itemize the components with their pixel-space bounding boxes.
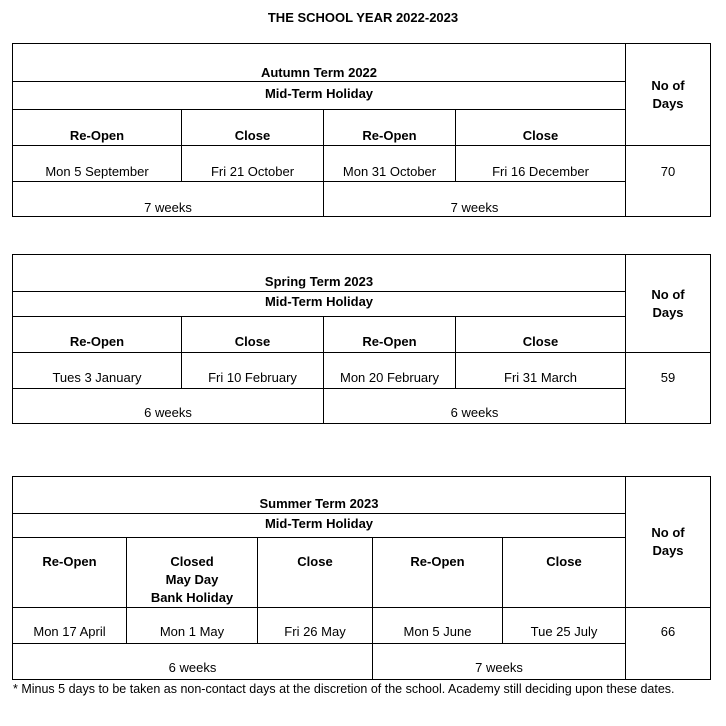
weeks-value: 7 weeks bbox=[144, 200, 192, 215]
header-cell bbox=[181, 316, 324, 353]
date-cell bbox=[181, 352, 324, 389]
header-cell bbox=[257, 537, 373, 608]
header-reopen: Re-Open bbox=[42, 554, 97, 569]
weeks-cell bbox=[12, 388, 324, 424]
date-cell bbox=[12, 607, 127, 644]
date-cell bbox=[455, 145, 626, 182]
date-value: Mon 1 May bbox=[159, 624, 225, 639]
footnote: * Minus 5 days to be taken as non-contact days at the discretion of the school. Academy still deciding upon these dates. bbox=[13, 682, 675, 696]
header-close: Close bbox=[546, 554, 582, 569]
days-label: No of Days bbox=[651, 78, 685, 111]
header-close: Close bbox=[522, 128, 559, 143]
term-name: Spring Term 2023 bbox=[264, 274, 374, 289]
date-cell bbox=[502, 607, 626, 644]
weeks-value: 6 weeks bbox=[144, 405, 192, 420]
weeks-value: 6 weeks bbox=[168, 660, 217, 675]
weeks-cell bbox=[323, 181, 626, 217]
header-cell bbox=[12, 109, 182, 146]
term-name: Summer Term 2023 bbox=[259, 496, 379, 511]
header-closed-bank-holiday: Closed May Day Bank Holiday bbox=[150, 554, 234, 605]
days-header-cell bbox=[625, 476, 711, 608]
term-name-cell bbox=[12, 43, 626, 82]
header-cell bbox=[12, 316, 182, 353]
days-header-cell bbox=[625, 43, 711, 146]
holiday-label: Mid-Term Holiday bbox=[264, 516, 374, 531]
date-cell bbox=[372, 607, 503, 644]
days-value-cell bbox=[625, 145, 711, 217]
date-cell bbox=[323, 352, 456, 389]
header-close: Close bbox=[522, 334, 559, 349]
days-value: 66 bbox=[660, 624, 676, 639]
header-cell bbox=[126, 537, 258, 608]
date-value: Fri 10 February bbox=[208, 370, 297, 385]
header-cell bbox=[12, 537, 127, 608]
header-cell bbox=[502, 537, 626, 608]
days-value: 59 bbox=[660, 370, 676, 385]
date-value: Tues 3 January bbox=[52, 370, 142, 385]
weeks-cell bbox=[12, 181, 324, 217]
term-name-cell bbox=[12, 254, 626, 292]
weeks-value: 7 weeks bbox=[475, 660, 523, 675]
header-close: Close bbox=[234, 128, 271, 143]
date-value: Mon 17 April bbox=[33, 624, 106, 639]
header-cell bbox=[455, 316, 626, 353]
date-value: Mon 5 September bbox=[45, 164, 149, 179]
holiday-cell bbox=[12, 291, 626, 317]
holiday-cell bbox=[12, 513, 626, 538]
date-cell bbox=[323, 145, 456, 182]
holiday-label: Mid-Term Holiday bbox=[264, 86, 374, 101]
date-cell bbox=[455, 352, 626, 389]
days-value: 70 bbox=[660, 164, 676, 179]
weeks-cell bbox=[372, 643, 626, 680]
weeks-cell bbox=[323, 388, 626, 424]
days-label: No of Days bbox=[651, 525, 685, 558]
date-value: Fri 16 December bbox=[492, 164, 589, 179]
weeks-value: 6 weeks bbox=[450, 405, 499, 420]
date-value: Fri 31 March bbox=[504, 370, 577, 385]
date-value: Mon 20 February bbox=[340, 370, 439, 385]
autumn-term-table bbox=[12, 43, 711, 217]
date-cell bbox=[181, 145, 324, 182]
header-reopen: Re-Open bbox=[362, 128, 417, 143]
page-title: THE SCHOOL YEAR 2022-2023 bbox=[267, 10, 459, 25]
days-header-cell bbox=[625, 254, 711, 353]
header-close: Close bbox=[297, 554, 333, 569]
date-cell bbox=[126, 607, 258, 644]
header-cell bbox=[323, 316, 456, 353]
date-value: Fri 26 May bbox=[284, 624, 346, 639]
header-cell bbox=[181, 109, 324, 146]
date-value: Tue 25 July bbox=[530, 624, 598, 639]
holiday-label: Mid-Term Holiday bbox=[264, 294, 374, 309]
header-cell bbox=[455, 109, 626, 146]
header-reopen: Re-Open bbox=[69, 334, 125, 349]
header-reopen: Re-Open bbox=[410, 554, 465, 569]
date-value: Fri 21 October bbox=[210, 164, 295, 179]
header-cell bbox=[323, 109, 456, 146]
days-label: No of Days bbox=[651, 287, 685, 320]
header-reopen: Re-Open bbox=[362, 334, 417, 349]
term-name-cell bbox=[12, 476, 626, 514]
date-cell bbox=[257, 607, 373, 644]
header-cell bbox=[372, 537, 503, 608]
summer-term-table bbox=[12, 476, 711, 680]
days-value-cell bbox=[625, 352, 711, 424]
date-cell bbox=[12, 352, 182, 389]
date-cell bbox=[12, 145, 182, 182]
term-name: Autumn Term 2022 bbox=[260, 65, 378, 80]
date-value: Mon 31 October bbox=[342, 164, 437, 179]
weeks-value: 7 weeks bbox=[450, 200, 499, 215]
header-close: Close bbox=[234, 334, 271, 349]
header-reopen: Re-Open bbox=[69, 128, 125, 143]
spring-term-table bbox=[12, 254, 711, 424]
date-value: Mon 5 June bbox=[403, 624, 472, 639]
weeks-cell bbox=[12, 643, 373, 680]
days-value-cell bbox=[625, 607, 711, 680]
holiday-cell bbox=[12, 81, 626, 110]
